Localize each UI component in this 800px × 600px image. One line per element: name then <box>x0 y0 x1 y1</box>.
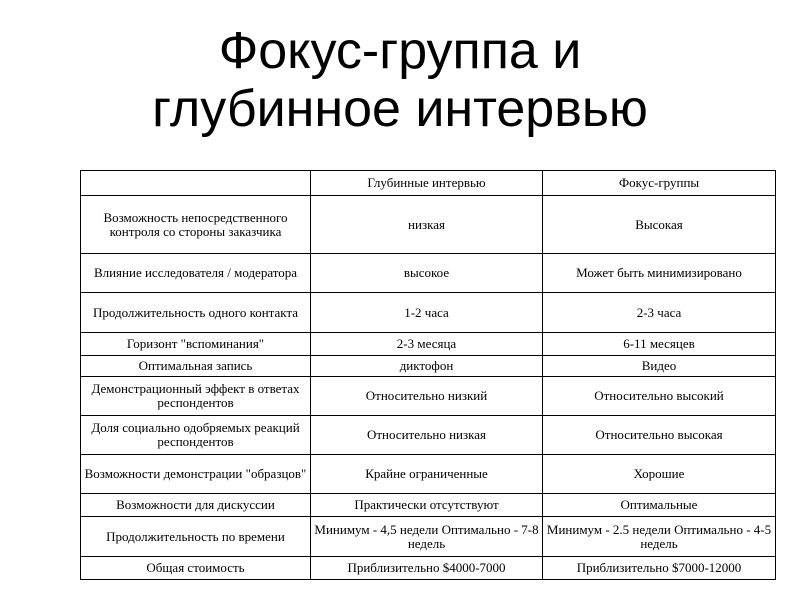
table-header-row <box>81 171 776 196</box>
cell-focus: Может быть минимизировано <box>543 254 776 293</box>
cell-focus: 2-3 часа <box>543 293 776 333</box>
row-label: Горизонт "вспоминания" <box>81 333 311 356</box>
row-label: Возможности демонстрации "образцов" <box>81 455 311 494</box>
row-label: Возможность непосредственного контроля со стороны заказчика <box>81 196 311 254</box>
table-row <box>81 196 776 254</box>
cell-in-depth: Относительно низкая <box>311 416 543 455</box>
cell-in-depth: 2-3 месяца <box>311 333 543 356</box>
table-row <box>81 377 776 416</box>
cell-in-depth: Относительно низкий <box>311 377 543 416</box>
cell-focus: Относительно высокий <box>543 377 776 416</box>
cell-focus: Видео <box>543 356 776 377</box>
row-label: Доля социально одобряемых реакций респондентов <box>81 416 311 455</box>
cell-focus: Оптимальные <box>543 494 776 517</box>
cell-in-depth: Крайне ограниченные <box>311 455 543 494</box>
cell-focus: Приблизительно $7000-12000 <box>543 557 776 580</box>
table-row <box>81 293 776 333</box>
row-label: Общая стоимость <box>81 557 311 580</box>
cell-focus: Высокая <box>543 196 776 254</box>
cell-in-depth: низкая <box>311 196 543 254</box>
table-row <box>81 494 776 517</box>
page-title <box>0 22 800 138</box>
header-cell-in-depth-interview: Глубинные интервью <box>311 171 543 196</box>
row-label: Демонстрационный эффект в ответах респондентов <box>81 377 311 416</box>
cell-in-depth: высокое <box>311 254 543 293</box>
row-label: Продолжительность по времени <box>81 517 311 557</box>
cell-focus: 6-11 месяцев <box>543 333 776 356</box>
cell-in-depth: Приблизительно $4000-7000 <box>311 557 543 580</box>
title-line-2: глубинное интервью <box>152 80 648 138</box>
row-label: Возможности для дискуссии <box>81 494 311 517</box>
cell-focus: Хорошие <box>543 455 776 494</box>
row-label: Продолжительность одного контакта <box>81 293 311 333</box>
row-label: Оптимальная запись <box>81 356 311 377</box>
cell-focus: Минимум - 2.5 недели Оптимально - 4-5 недель <box>543 517 776 557</box>
table-row <box>81 333 776 356</box>
cell-focus: Относительно высокая <box>543 416 776 455</box>
table-row <box>81 517 776 557</box>
comparison-table <box>80 170 776 580</box>
table-row <box>81 557 776 580</box>
header-cell-focus-groups: Фокус-группы <box>543 171 776 196</box>
table-row <box>81 416 776 455</box>
cell-in-depth: 1-2 часа <box>311 293 543 333</box>
header-cell-empty <box>81 171 311 196</box>
table-row <box>81 356 776 377</box>
cell-in-depth: Минимум - 4,5 недели Оптимально - 7-8 недель <box>311 517 543 557</box>
cell-in-depth: диктофон <box>311 356 543 377</box>
cell-in-depth: Практически отсутствуют <box>311 494 543 517</box>
row-label: Влияние исследователя / модератора <box>81 254 311 293</box>
table-row <box>81 254 776 293</box>
table-row <box>81 455 776 494</box>
title-line-1: Фокус-группа и <box>218 22 582 80</box>
